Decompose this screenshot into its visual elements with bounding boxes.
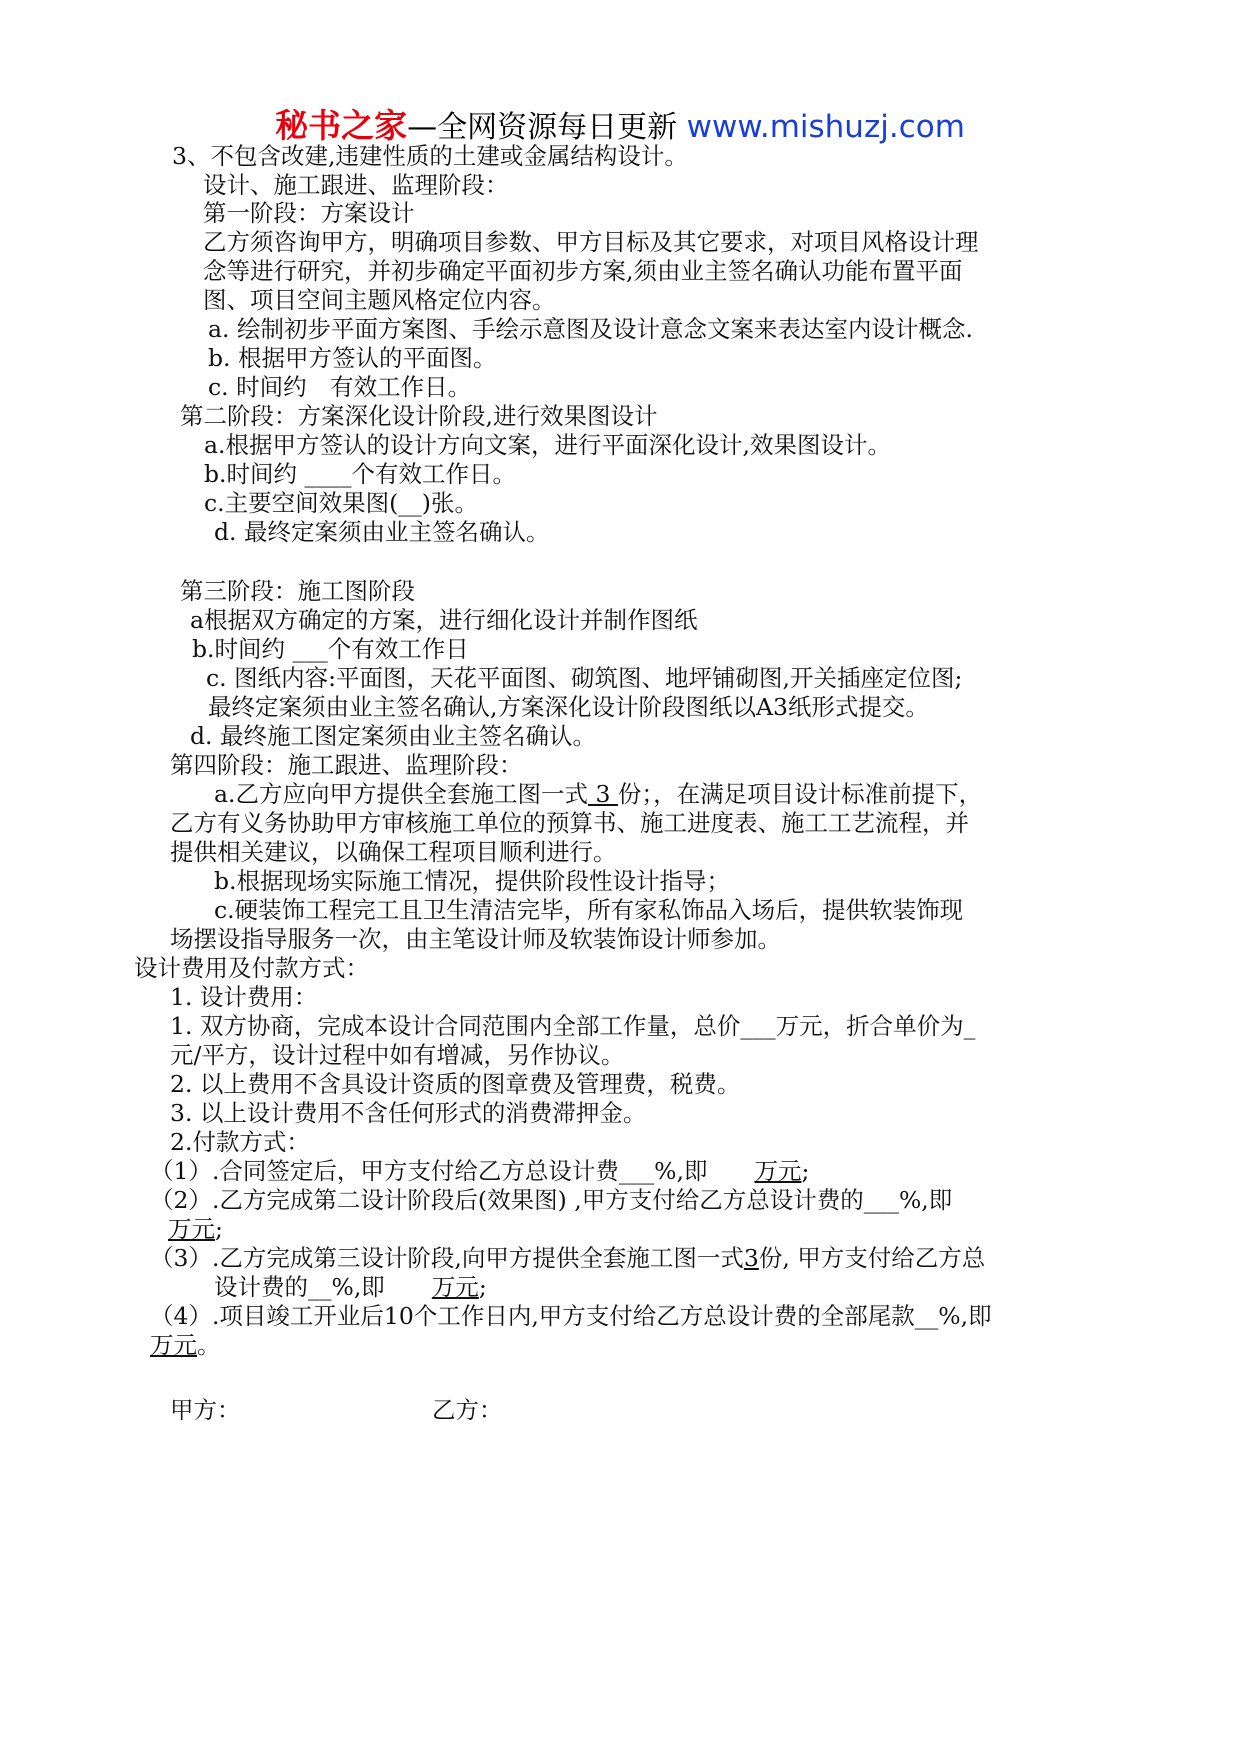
paragraph-line: 乙方须咨询甲方，明确项目参数、甲方目标及其它要求，对项目风格设计理 <box>203 228 979 256</box>
paragraph-line: 提供相关建议，以确保工程项目顺利进行。 <box>170 838 617 866</box>
stage-heading: 第二阶段：方案深化设计阶段,进行效果图设计 <box>180 402 658 430</box>
subsection-heading: 2.付款方式： <box>170 1128 310 1156</box>
payment-item <box>150 1242 985 1274</box>
list-item: 1. 双方协商，完成本设计合同范围内全部工作量，总价___万元，折合单价为_ <box>170 1012 976 1040</box>
list-item: b. 根据甲方签认的平面图。 <box>208 344 497 372</box>
list-item: c.硬装饰工程完工且卫生清洁完毕，所有家私饰品入场后，提供软装饰现 <box>214 896 964 924</box>
party-a-signature-label: 甲方： <box>170 1396 241 1424</box>
text-run: （3）.乙方完成第三设计阶段,向甲方提供全套施工图一式 <box>150 1244 744 1272</box>
list-item: c. 图纸内容:平面图，天花平面图、砌筑图、地坪铺砌图,开关插座定位图; <box>206 664 963 692</box>
paragraph-line: 最终定案须由业主签名确认,方案深化设计阶段图纸以A3纸形式提交。 <box>208 693 929 721</box>
list-item: d. 最终定案须由业主签名确认。 <box>214 518 550 546</box>
amount-unit: 万元 <box>150 1331 197 1359</box>
header-url-link[interactable]: www.mishuzj.com <box>686 109 965 145</box>
paragraph-line: 3、不包含改建,违建性质的土建或金属结构设计。 <box>172 142 688 170</box>
paragraph-line: 图、项目空间主题风格定位内容。 <box>203 286 556 314</box>
copies-value: 3 <box>743 1244 759 1272</box>
paragraph-line: 元/平方，设计过程中如有增减，另作协议。 <box>170 1041 625 1069</box>
text-run: 设计费的__%,即 <box>214 1273 432 1301</box>
list-item: a.根据甲方签认的设计方向文案，进行平面深化设计,效果图设计。 <box>204 431 891 459</box>
paragraph-line: 念等进行研究，并初步确定平面初步方案,须由业主签名确认功能布置平面 <box>203 257 963 285</box>
list-item: c. 时间约 有效工作日。 <box>208 373 472 401</box>
list-item: d. 最终施工图定案须由业主签名确认。 <box>190 722 596 750</box>
list-item: b.根据现场实际施工情况，提供阶段性设计指导； <box>214 867 731 895</box>
text-run: 。 <box>197 1331 221 1359</box>
text-run: 份, 甲方支付给乙方总 <box>758 1244 986 1272</box>
party-b-signature-label: 乙方： <box>432 1396 503 1424</box>
text-run: ; <box>215 1215 223 1243</box>
list-item: b.时间约 ___个有效工作日 <box>192 635 469 663</box>
list-item: 2. 以上费用不含具设计资质的图章费及管理费，税费。 <box>170 1070 741 1098</box>
list-item: b.时间约 ____个有效工作日。 <box>204 460 516 488</box>
payment-item <box>150 1155 809 1187</box>
paragraph-line: 乙方有义务协助甲方审核施工单位的预算书、施工进度表、施工工艺流程，并 <box>170 809 969 837</box>
list-item: c.主要空间效果图(__)张。 <box>204 489 478 517</box>
subsection-heading: 1. 设计费用： <box>170 983 318 1011</box>
amount-unit: 万元 <box>431 1273 479 1301</box>
list-item: a根据双方确定的方案，进行细化设计并制作图纸 <box>190 606 698 634</box>
payment-item: （2）.乙方完成第二设计阶段后(效果图) ,甲方支付给乙方总设计费的___%,即 <box>150 1186 953 1214</box>
text-run: 份；，在满足项目设计标准前提下， <box>617 780 983 808</box>
text-run: a.乙方应向甲方提供全套施工图一式 <box>214 780 588 808</box>
payment-item-continued <box>150 1329 221 1361</box>
stage-heading: 第三阶段：施工图阶段 <box>180 577 415 605</box>
text-run: ; <box>478 1273 487 1301</box>
text-run: （1）.合同签定后，甲方支付给乙方总设计费___%,即 <box>150 1157 755 1185</box>
list-item: 3. 以上设计费用不含任何形式的消费滞押金。 <box>170 1099 647 1127</box>
text-run: ; <box>801 1157 810 1185</box>
list-item: a. 绘制初步平面方案图、手绘示意图及设计意念文案来表达室内设计概念. <box>208 315 973 343</box>
amount-unit: 万元 <box>168 1215 215 1243</box>
copies-value: 3 <box>587 780 618 808</box>
list-item <box>214 778 982 810</box>
header-tagline: —全网资源每日更新 <box>407 110 687 145</box>
amount-unit: 万元 <box>754 1157 802 1185</box>
header-brand: 秘书之家 <box>275 106 408 145</box>
payment-item-continued <box>168 1213 223 1245</box>
section-heading: 设计、施工跟进、监理阶段： <box>203 171 509 199</box>
payment-item: （4）.项目竣工开业后10个工作日内,甲方支付给乙方总设计费的全部尾款__%,即 <box>150 1302 992 1330</box>
section-heading: 设计费用及付款方式： <box>134 954 369 982</box>
stage-heading: 第一阶段：方案设计 <box>203 199 415 227</box>
stage-heading: 第四阶段：施工跟进、监理阶段： <box>170 751 523 779</box>
payment-item-continued <box>214 1271 487 1303</box>
paragraph-line: 场摆设指导服务一次，由主笔设计师及软装饰设计师参加。 <box>170 925 781 953</box>
